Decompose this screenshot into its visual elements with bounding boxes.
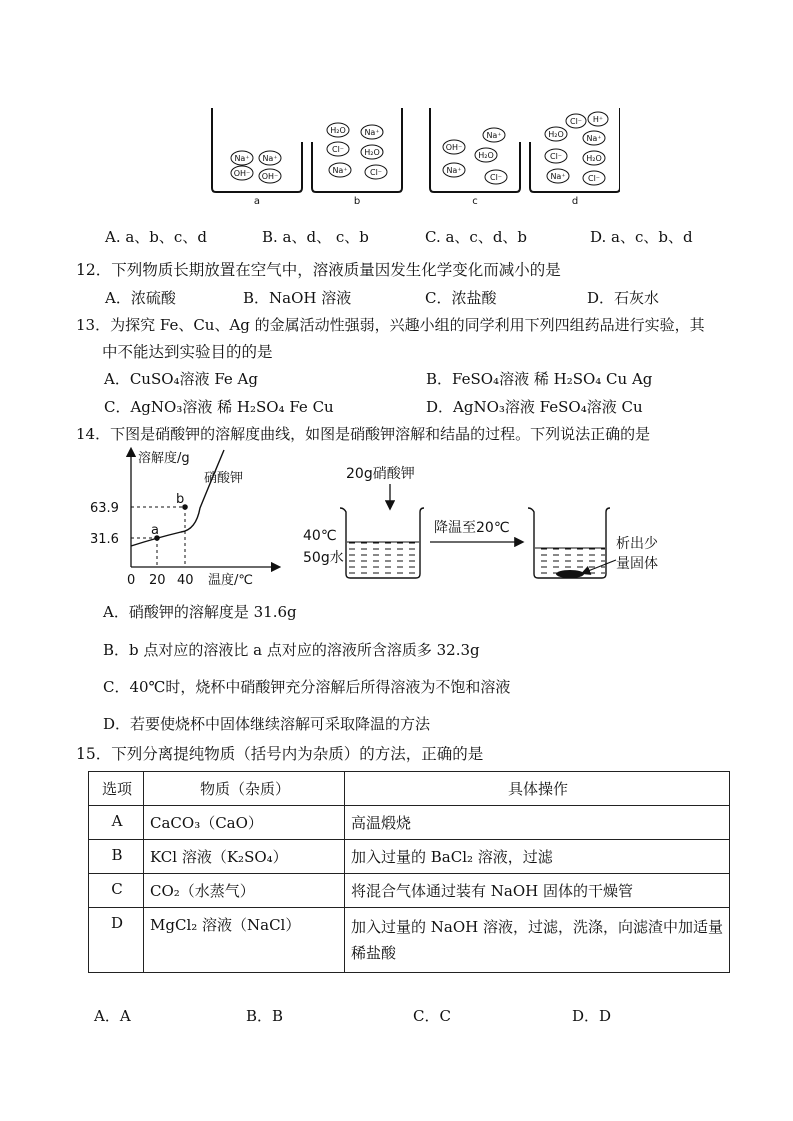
ion-label: Cl⁻ — [489, 173, 503, 182]
ion-label: H₂O — [548, 130, 564, 139]
graph-ytick-31.6: 31.6 — [90, 532, 119, 547]
q12-option-d[interactable]: D．石灰水 — [587, 289, 660, 307]
q14-option-c[interactable]: C．40℃时，烧杯中硝酸钾充分溶解后所得溶液为不饱和溶液 — [103, 678, 511, 696]
q14-option-d[interactable]: D．若要使烧杯中固体继续溶解可采取降温的方法 — [103, 715, 431, 733]
ion-label: Cl⁻ — [369, 168, 383, 177]
ion-label: OH⁻ — [233, 169, 251, 178]
ion-label: H₂O — [330, 126, 346, 135]
ion-label: Na⁺ — [586, 134, 602, 143]
ion-label: Na⁺ — [364, 128, 380, 137]
ion-label: Cl⁻ — [549, 152, 563, 161]
row-operation: 加入过量的 NaOH 溶液，过滤，洗涤，向滤渣中加适量稀盐酸 — [345, 908, 730, 973]
beaker-label: a — [253, 196, 261, 207]
row-option: B — [89, 840, 144, 874]
ion-label: Na⁺ — [550, 172, 566, 181]
row-substance: CaCO₃（CaO） — [144, 806, 345, 840]
graph-ytick-63.9: 63.9 — [90, 501, 119, 516]
process-right-l2: 量固体 — [616, 556, 658, 572]
q11-option-b[interactable]: B. a、d、 c、b — [262, 228, 369, 246]
q15-option-c[interactable]: C．C — [413, 1007, 451, 1025]
q13-option-b[interactable]: B．FeSO₄溶液 稀 H₂SO₄ Cu Ag — [426, 370, 653, 388]
table-row — [89, 806, 730, 840]
ion-label: H₂O — [364, 148, 380, 157]
q12-option-a[interactable]: A．浓硫酸 — [105, 289, 176, 307]
ion-label: Cl⁻ — [569, 117, 583, 126]
q15-option-a[interactable]: A．A — [94, 1007, 131, 1025]
beaker-a-ions — [231, 151, 281, 183]
q14-solubility-graph — [86, 446, 286, 591]
process-arrow-label: 降温至20℃ — [434, 520, 510, 536]
beaker-c-ions — [443, 128, 507, 184]
table-row — [89, 840, 730, 874]
graph-curve-label: 硝酸钾 — [204, 471, 244, 486]
row-option: A — [89, 806, 144, 840]
ion-label: H⁺ — [592, 115, 604, 124]
q13-option-d[interactable]: D．AgNO₃溶液 FeSO₄溶液 Cu — [426, 398, 643, 416]
beaker-d-ions — [545, 112, 608, 185]
q12-stem: 12．下列物质长期放置在空气中，溶液质量因发生化学变化而减小的是 — [76, 261, 561, 279]
ion-label: Cl⁻ — [587, 174, 601, 183]
graph-xlabel: 温度/℃ — [208, 573, 253, 588]
row-operation: 高温煅烧 — [345, 806, 730, 840]
ion-label: OH⁻ — [261, 172, 279, 181]
row-option: C — [89, 874, 144, 908]
q15-stem: 15．下列分离提纯物质（括号内为杂质）的方法，正确的是 — [76, 745, 484, 763]
graph-xtick-40: 40 — [177, 573, 194, 588]
row-operation: 将混合气体通过装有 NaOH 固体的干燥管 — [345, 874, 730, 908]
table-row — [89, 908, 730, 973]
q11-option-d[interactable]: D. a、c、b、d — [590, 228, 693, 246]
ion-label: OH⁻ — [445, 143, 463, 152]
ion-label: H₂O — [586, 154, 602, 163]
q14-option-a[interactable]: A．硝酸钾的溶解度是 31.6g — [103, 603, 297, 621]
ion-label: Na⁺ — [332, 166, 348, 175]
beaker-label: c — [472, 196, 478, 207]
q14-option-b[interactable]: B．b 点对应的溶液比 a 点对应的溶液所含溶质多 32.3g — [103, 641, 480, 659]
q13-stem-line2: 中不能达到实验目的的是 — [102, 343, 273, 361]
beaker-label: d — [571, 196, 579, 207]
q13-stem-line1: 13．为探究 Fe、Cu、Ag 的金属活动性强弱，兴趣小组的同学利用下列四组药品进行实验，其 — [76, 316, 705, 334]
q13-option-a[interactable]: A．CuSO₄溶液 Fe Ag — [104, 370, 258, 388]
ion-label: Na⁺ — [234, 154, 250, 163]
process-left-l2: 50g水 — [303, 550, 344, 566]
q11-beaker-figure — [200, 100, 620, 210]
row-substance: KCl 溶液（K₂SO₄） — [144, 840, 345, 874]
row-substance: CO₂（水蒸气） — [144, 874, 345, 908]
graph-point-a: a — [151, 523, 159, 538]
ion-label: Cl⁻ — [331, 145, 345, 154]
q15-table — [88, 771, 730, 973]
table-header-row — [89, 772, 730, 806]
process-left-l1: 40℃ — [303, 528, 337, 544]
row-option: D — [89, 908, 144, 973]
graph-xtick-20: 20 — [149, 573, 166, 588]
header-operation: 具体操作 — [345, 772, 730, 806]
beaker-b-ions — [327, 123, 387, 179]
q11-option-a[interactable]: A. a、b、c、d — [105, 228, 207, 246]
ion-label: Na⁺ — [446, 166, 462, 175]
q11-option-c[interactable]: C. a、c、d、b — [425, 228, 528, 246]
process-right-l1: 析出少 — [616, 536, 658, 552]
header-substance: 物质（杂质） — [144, 772, 345, 806]
row-substance: MgCl₂ 溶液（NaCl） — [144, 908, 345, 973]
q12-option-b[interactable]: B．NaOH 溶液 — [243, 289, 352, 307]
row-operation: 加入过量的 BaCl₂ 溶液，过滤 — [345, 840, 730, 874]
q14-crystallization-diagram — [300, 456, 680, 596]
q13-option-c[interactable]: C．AgNO₃溶液 稀 H₂SO₄ Fe Cu — [104, 398, 334, 416]
graph-xtick-0: 0 — [127, 573, 136, 588]
graph-point-b: b — [176, 492, 185, 507]
ion-label: Na⁺ — [486, 131, 502, 140]
ion-label: H₂O — [478, 151, 494, 160]
header-option: 选项 — [89, 772, 144, 806]
process-added: 20g硝酸钾 — [346, 466, 415, 482]
table-row — [89, 874, 730, 908]
q15-option-b[interactable]: B．B — [246, 1007, 284, 1025]
q15-option-d[interactable]: D．D — [572, 1007, 612, 1025]
q12-option-c[interactable]: C．浓盐酸 — [425, 289, 497, 307]
beaker-label: b — [353, 196, 361, 207]
graph-ylabel: 溶解度/g — [138, 451, 190, 466]
ion-label: Na⁺ — [262, 154, 278, 163]
q14-stem: 14．下图是硝酸钾的溶解度曲线，如图是硝酸钾溶解和结晶的过程。下列说法正确的是 — [76, 425, 651, 443]
